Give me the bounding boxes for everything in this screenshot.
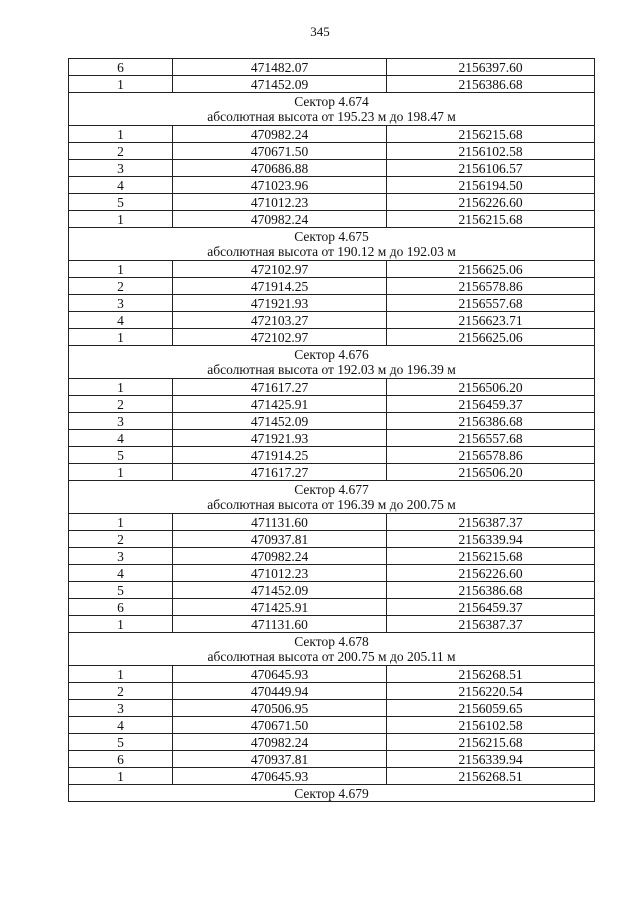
table-row [69, 768, 595, 785]
table-row [69, 261, 595, 278]
x-coordinate-cell: 470506.95 [173, 700, 387, 717]
y-coordinate-cell: 2156625.06 [387, 261, 595, 278]
y-coordinate-cell: 2156397.60 [387, 59, 595, 76]
sector-title: Сектор 4.676 [294, 347, 369, 362]
y-coordinate-cell: 2156215.68 [387, 211, 595, 228]
point-number-cell: 5 [69, 447, 173, 464]
sector-header-row [69, 785, 595, 802]
x-coordinate-cell: 471452.09 [173, 76, 387, 93]
x-coordinate-cell: 471914.25 [173, 447, 387, 464]
table-row [69, 329, 595, 346]
table-row [69, 295, 595, 312]
point-number-cell: 1 [69, 329, 173, 346]
point-number-cell: 1 [69, 514, 173, 531]
x-coordinate-cell: 470645.93 [173, 666, 387, 683]
table-row [69, 734, 595, 751]
y-coordinate-cell: 2156557.68 [387, 295, 595, 312]
point-number-cell: 6 [69, 599, 173, 616]
y-coordinate-cell: 2156059.65 [387, 700, 595, 717]
y-coordinate-cell: 2156194.50 [387, 177, 595, 194]
y-coordinate-cell: 2156386.68 [387, 76, 595, 93]
table-row [69, 700, 595, 717]
x-coordinate-cell: 471617.27 [173, 379, 387, 396]
x-coordinate-cell: 471482.07 [173, 59, 387, 76]
point-number-cell: 1 [69, 666, 173, 683]
y-coordinate-cell: 2156578.86 [387, 278, 595, 295]
sector-header-row [69, 481, 595, 514]
x-coordinate-cell: 470937.81 [173, 531, 387, 548]
point-number-cell: 5 [69, 194, 173, 211]
table-row [69, 312, 595, 329]
point-number-cell: 2 [69, 683, 173, 700]
x-coordinate-cell: 471452.09 [173, 582, 387, 599]
y-coordinate-cell: 2156215.68 [387, 126, 595, 143]
table-row [69, 565, 595, 582]
y-coordinate-cell: 2156339.94 [387, 531, 595, 548]
x-coordinate-cell: 470982.24 [173, 548, 387, 565]
y-coordinate-cell: 2156557.68 [387, 430, 595, 447]
table-row [69, 59, 595, 76]
sector-header [69, 785, 595, 802]
x-coordinate-cell: 471131.60 [173, 616, 387, 633]
x-coordinate-cell: 472103.27 [173, 312, 387, 329]
table-row [69, 126, 595, 143]
point-number-cell: 4 [69, 177, 173, 194]
point-number-cell: 1 [69, 126, 173, 143]
y-coordinate-cell: 2156215.68 [387, 734, 595, 751]
y-coordinate-cell: 2156386.68 [387, 582, 595, 599]
x-coordinate-cell: 471617.27 [173, 464, 387, 481]
point-number-cell: 1 [69, 464, 173, 481]
x-coordinate-cell: 471012.23 [173, 565, 387, 582]
table-row [69, 396, 595, 413]
y-coordinate-cell: 2156106.57 [387, 160, 595, 177]
table-row [69, 430, 595, 447]
sector-header-row [69, 633, 595, 666]
table-row [69, 211, 595, 228]
table-row [69, 143, 595, 160]
table-row [69, 683, 595, 700]
y-coordinate-cell: 2156506.20 [387, 464, 595, 481]
x-coordinate-cell: 470449.94 [173, 683, 387, 700]
sector-header [69, 633, 595, 666]
table-row [69, 548, 595, 565]
sector-header [69, 346, 595, 379]
point-number-cell: 4 [69, 312, 173, 329]
table-row [69, 379, 595, 396]
sector-title: Сектор 4.674 [294, 94, 369, 109]
sector-altitude: абсолютная высота от 196.39 м до 200.75 м [207, 497, 456, 512]
table-row [69, 666, 595, 683]
table-row [69, 76, 595, 93]
y-coordinate-cell: 2156102.58 [387, 143, 595, 160]
x-coordinate-cell: 471425.91 [173, 396, 387, 413]
point-number-cell: 5 [69, 734, 173, 751]
x-coordinate-cell: 470686.88 [173, 160, 387, 177]
y-coordinate-cell: 2156226.60 [387, 194, 595, 211]
point-number-cell: 1 [69, 616, 173, 633]
y-coordinate-cell: 2156623.71 [387, 312, 595, 329]
table-row [69, 582, 595, 599]
point-number-cell: 4 [69, 430, 173, 447]
x-coordinate-cell: 471131.60 [173, 514, 387, 531]
x-coordinate-cell: 471914.25 [173, 278, 387, 295]
table-row [69, 278, 595, 295]
x-coordinate-cell: 470982.24 [173, 211, 387, 228]
x-coordinate-cell: 471921.93 [173, 430, 387, 447]
sector-header-row [69, 346, 595, 379]
point-number-cell: 6 [69, 751, 173, 768]
point-number-cell: 2 [69, 531, 173, 548]
sector-header-row [69, 228, 595, 261]
point-number-cell: 1 [69, 261, 173, 278]
y-coordinate-cell: 2156268.51 [387, 768, 595, 785]
y-coordinate-cell: 2156387.37 [387, 514, 595, 531]
y-coordinate-cell: 2156506.20 [387, 379, 595, 396]
table-row [69, 413, 595, 430]
point-number-cell: 5 [69, 582, 173, 599]
point-number-cell: 3 [69, 295, 173, 312]
sector-header [69, 93, 595, 126]
x-coordinate-cell: 470982.24 [173, 734, 387, 751]
x-coordinate-cell: 470671.50 [173, 717, 387, 734]
table-row [69, 447, 595, 464]
y-coordinate-cell: 2156459.37 [387, 599, 595, 616]
point-number-cell: 4 [69, 717, 173, 734]
x-coordinate-cell: 472102.97 [173, 261, 387, 278]
sector-title: Сектор 4.679 [294, 786, 369, 801]
point-number-cell: 6 [69, 59, 173, 76]
coordinates-table-body [69, 59, 595, 802]
x-coordinate-cell: 471452.09 [173, 413, 387, 430]
point-number-cell: 4 [69, 565, 173, 582]
y-coordinate-cell: 2156102.58 [387, 717, 595, 734]
sector-altitude: абсолютная высота от 192.03 м до 196.39 м [207, 362, 456, 377]
x-coordinate-cell: 470982.24 [173, 126, 387, 143]
y-coordinate-cell: 2156339.94 [387, 751, 595, 768]
sector-header [69, 481, 595, 514]
x-coordinate-cell: 471921.93 [173, 295, 387, 312]
table-row [69, 194, 595, 211]
sector-title: Сектор 4.677 [294, 482, 369, 497]
y-coordinate-cell: 2156459.37 [387, 396, 595, 413]
point-number-cell: 1 [69, 211, 173, 228]
table-row [69, 160, 595, 177]
y-coordinate-cell: 2156386.68 [387, 413, 595, 430]
table-row [69, 599, 595, 616]
sector-title: Сектор 4.678 [294, 634, 369, 649]
x-coordinate-cell: 470937.81 [173, 751, 387, 768]
sector-altitude: абсолютная высота от 190.12 м до 192.03 м [207, 244, 456, 259]
point-number-cell: 1 [69, 76, 173, 93]
table-row [69, 616, 595, 633]
table-row [69, 751, 595, 768]
x-coordinate-cell: 472102.97 [173, 329, 387, 346]
point-number-cell: 3 [69, 700, 173, 717]
y-coordinate-cell: 2156387.37 [387, 616, 595, 633]
x-coordinate-cell: 470671.50 [173, 143, 387, 160]
point-number-cell: 1 [69, 768, 173, 785]
point-number-cell: 3 [69, 413, 173, 430]
x-coordinate-cell: 470645.93 [173, 768, 387, 785]
table-row [69, 531, 595, 548]
y-coordinate-cell: 2156578.86 [387, 447, 595, 464]
sector-altitude: абсолютная высота от 195.23 м до 198.47 м [207, 109, 456, 124]
y-coordinate-cell: 2156268.51 [387, 666, 595, 683]
y-coordinate-cell: 2156220.54 [387, 683, 595, 700]
point-number-cell: 3 [69, 548, 173, 565]
point-number-cell: 1 [69, 379, 173, 396]
x-coordinate-cell: 471012.23 [173, 194, 387, 211]
table-row [69, 177, 595, 194]
point-number-cell: 2 [69, 396, 173, 413]
x-coordinate-cell: 471425.91 [173, 599, 387, 616]
sector-altitude: абсолютная высота от 200.75 м до 205.11 м [207, 649, 456, 664]
page-number: 345 [310, 24, 330, 39]
point-number-cell: 2 [69, 278, 173, 295]
y-coordinate-cell: 2156215.68 [387, 548, 595, 565]
sector-header [69, 228, 595, 261]
y-coordinate-cell: 2156226.60 [387, 565, 595, 582]
table-row [69, 514, 595, 531]
sector-header-row [69, 93, 595, 126]
table-row [69, 717, 595, 734]
point-number-cell: 2 [69, 143, 173, 160]
coordinates-table [68, 58, 595, 802]
y-coordinate-cell: 2156625.06 [387, 329, 595, 346]
table-row [69, 464, 595, 481]
point-number-cell: 3 [69, 160, 173, 177]
sector-title: Сектор 4.675 [294, 229, 369, 244]
x-coordinate-cell: 471023.96 [173, 177, 387, 194]
